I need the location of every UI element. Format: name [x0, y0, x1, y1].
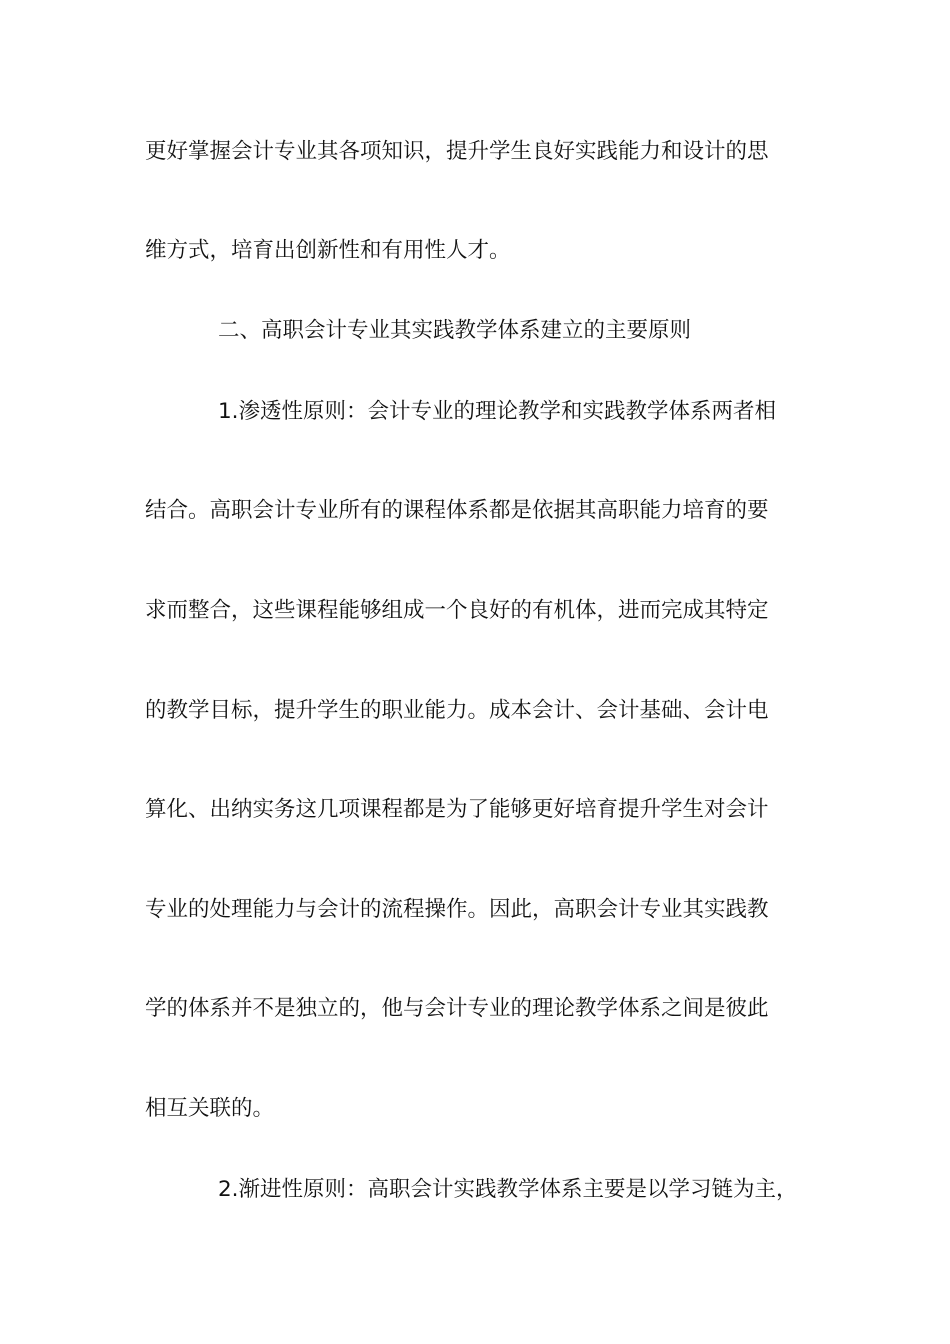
text-line: 专业的处理能力与会计的流程操作。因此，高职会计专业其实践教 — [145, 897, 769, 922]
text-line: 更好掌握会计专业其各项知识，提升学生良好实践能力和设计的思 — [145, 139, 769, 164]
text-line: 求而整合，这些课程能够组成一个良好的有机体，进而完成其特定 — [145, 598, 769, 623]
section-heading: 二、高职会计专业其实践教学体系建立的主要原则 — [218, 318, 692, 343]
text-line: 1.渗透性原则：会计专业的理论教学和实践教学体系两者相 — [218, 399, 777, 424]
text-line: 的教学目标，提升学生的职业能力。成本会计、会计基础、会计电 — [145, 698, 769, 723]
text-line: 结合。高职会计专业所有的课程体系都是依据其高职能力培育的要 — [145, 498, 769, 523]
text-line: 学的体系并不是独立的，他与会计专业的理论教学体系之间是彼此 — [145, 996, 769, 1021]
text-line: 相互关联的。 — [145, 1096, 275, 1121]
text-line: 维方式，培育出创新性和有用性人才。 — [145, 238, 511, 263]
text-line: 2.渐进性原则：高职会计实践教学体系主要是以学习链为主， — [218, 1177, 798, 1202]
text-line: 算化、出纳实务这几项课程都是为了能够更好培育提升学生对会计 — [145, 797, 769, 822]
